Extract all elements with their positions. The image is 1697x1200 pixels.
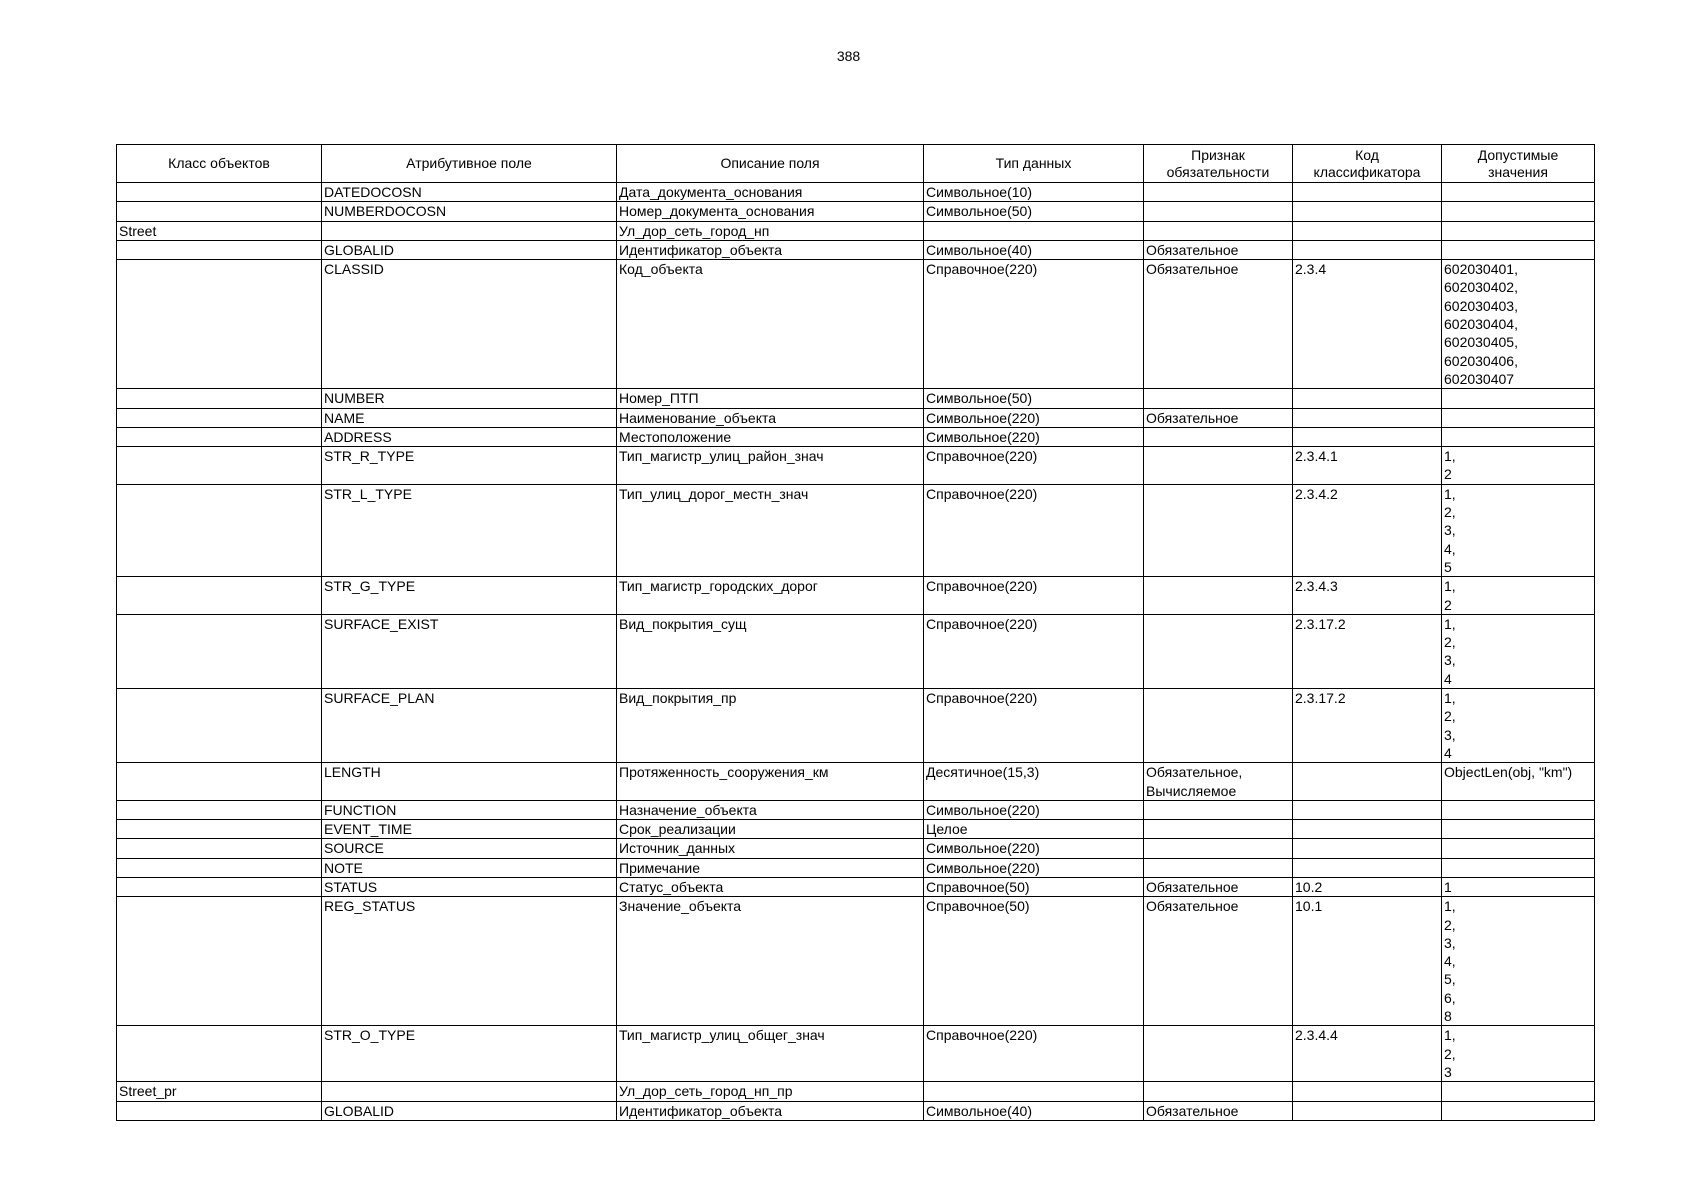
cell-mandatory (1144, 614, 1293, 688)
cell-classifier-code: 2.3.4.2 (1293, 484, 1442, 576)
table-row (117, 221, 1595, 240)
cell-data-type: Справочное(220) (924, 577, 1144, 615)
cell-data-type: Справочное(220) (924, 484, 1144, 576)
cell-field-description: Номер_документа_основания (617, 202, 924, 221)
cell-object-class (117, 820, 322, 839)
cell-attribute-field: LENGTH (322, 763, 617, 801)
cell-allowed-values: 1, 2 (1442, 447, 1595, 485)
cell-object-class: Street_pr (117, 1082, 322, 1101)
cell-allowed-values (1442, 202, 1595, 221)
cell-allowed-values: 1, 2, 3, 4, 5 (1442, 484, 1595, 576)
cell-field-description: Срок_реализации (617, 820, 924, 839)
cell-data-type: Символьное(220) (924, 427, 1144, 446)
cell-field-description: Местоположение (617, 427, 924, 446)
cell-attribute-field (322, 1082, 617, 1101)
cell-mandatory (1144, 427, 1293, 446)
cell-attribute-field: CLASSID (322, 260, 617, 389)
cell-attribute-field: FUNCTION (322, 800, 617, 819)
cell-data-type: Справочное(220) (924, 260, 1144, 389)
cell-attribute-field: ADDRESS (322, 427, 617, 446)
cell-allowed-values: 602030401, 602030402, 602030403, 602030404, 602030405, 602030406, 602030407 (1442, 260, 1595, 389)
cell-field-description: Значение_объекта (617, 897, 924, 1026)
cell-object-class (117, 800, 322, 819)
cell-field-description: Ул_дор_сеть_город_нп (617, 221, 924, 240)
column-header-object-class: Класс объектов (117, 145, 322, 183)
cell-allowed-values (1442, 1101, 1595, 1120)
cell-data-type: Справочное(220) (924, 1026, 1144, 1082)
table-row (117, 484, 1595, 576)
cell-mandatory (1144, 183, 1293, 202)
cell-mandatory (1144, 689, 1293, 763)
table-row (117, 260, 1595, 389)
cell-field-description: Вид_покрытия_пр (617, 689, 924, 763)
cell-mandatory (1144, 447, 1293, 485)
cell-classifier-code: 10.2 (1293, 877, 1442, 896)
cell-classifier-code (1293, 221, 1442, 240)
cell-attribute-field: NAME (322, 408, 617, 427)
cell-mandatory (1144, 839, 1293, 858)
column-header-field-description: Описание поля (617, 145, 924, 183)
cell-field-description: Тип_магистр_улиц_район_знач (617, 447, 924, 485)
cell-object-class (117, 877, 322, 896)
cell-allowed-values (1442, 389, 1595, 408)
cell-classifier-code: 10.1 (1293, 897, 1442, 1026)
cell-field-description: Дата_документа_основания (617, 183, 924, 202)
cell-object-class (117, 183, 322, 202)
cell-allowed-values: ObjectLen(obj, "km") (1442, 763, 1595, 801)
table-row (117, 183, 1595, 202)
cell-data-type: Справочное(220) (924, 614, 1144, 688)
column-header-data-type: Тип данных (924, 145, 1144, 183)
table-header-row (117, 145, 1595, 183)
cell-object-class (117, 1101, 322, 1120)
cell-field-description: Наименование_объекта (617, 408, 924, 427)
cell-classifier-code (1293, 240, 1442, 259)
cell-field-description: Идентификатор_объекта (617, 1101, 924, 1120)
cell-field-description: Примечание (617, 858, 924, 877)
cell-classifier-code (1293, 389, 1442, 408)
cell-object-class (117, 408, 322, 427)
cell-mandatory: Обязательное (1144, 260, 1293, 389)
cell-attribute-field: SURFACE_PLAN (322, 689, 617, 763)
cell-field-description: Тип_улиц_дорог_местн_знач (617, 484, 924, 576)
table-row (117, 202, 1595, 221)
table-row (117, 800, 1595, 819)
cell-data-type: Символьное(220) (924, 839, 1144, 858)
cell-object-class (117, 389, 322, 408)
cell-attribute-field: SOURCE (322, 839, 617, 858)
cell-allowed-values: 1, 2 (1442, 577, 1595, 615)
table-row (117, 1101, 1595, 1120)
cell-field-description: Источник_данных (617, 839, 924, 858)
cell-attribute-field: GLOBALID (322, 1101, 617, 1120)
cell-classifier-code (1293, 763, 1442, 801)
cell-object-class (117, 839, 322, 858)
cell-allowed-values: 1, 2, 3, 4, 5, 6, 8 (1442, 897, 1595, 1026)
table-row (117, 389, 1595, 408)
cell-data-type: Символьное(220) (924, 858, 1144, 877)
cell-data-type: Символьное(40) (924, 240, 1144, 259)
cell-allowed-values (1442, 183, 1595, 202)
column-header-allowed-values: Допустимые значения (1442, 145, 1595, 183)
cell-object-class (117, 858, 322, 877)
cell-field-description: Назначение_объекта (617, 800, 924, 819)
cell-field-description: Номер_ПТП (617, 389, 924, 408)
cell-allowed-values (1442, 820, 1595, 839)
cell-data-type: Символьное(220) (924, 800, 1144, 819)
cell-mandatory (1144, 221, 1293, 240)
cell-attribute-field: SURFACE_EXIST (322, 614, 617, 688)
cell-attribute-field: NOTE (322, 858, 617, 877)
cell-data-type: Справочное(50) (924, 897, 1144, 1026)
table-row (117, 897, 1595, 1026)
table-row (117, 689, 1595, 763)
cell-classifier-code (1293, 800, 1442, 819)
table-body (117, 183, 1595, 1121)
cell-classifier-code (1293, 427, 1442, 446)
cell-attribute-field: NUMBER (322, 389, 617, 408)
cell-classifier-code (1293, 202, 1442, 221)
cell-allowed-values (1442, 427, 1595, 446)
cell-object-class (117, 202, 322, 221)
cell-classifier-code (1293, 183, 1442, 202)
cell-allowed-values: 1, 2, 3, 4 (1442, 689, 1595, 763)
cell-data-type: Символьное(220) (924, 408, 1144, 427)
cell-attribute-field: STR_R_TYPE (322, 447, 617, 485)
table-row (117, 858, 1595, 877)
table-row (117, 427, 1595, 446)
cell-data-type: Символьное(50) (924, 202, 1144, 221)
cell-data-type: Справочное(220) (924, 447, 1144, 485)
cell-field-description: Идентификатор_объекта (617, 240, 924, 259)
cell-mandatory: Обязательное (1144, 897, 1293, 1026)
table-row (117, 839, 1595, 858)
cell-attribute-field: DATEDOCOSN (322, 183, 617, 202)
cell-object-class (117, 447, 322, 485)
cell-data-type: Целое (924, 820, 1144, 839)
cell-object-class (117, 897, 322, 1026)
table-row (117, 1026, 1595, 1082)
cell-classifier-code: 2.3.17.2 (1293, 689, 1442, 763)
cell-object-class: Street (117, 221, 322, 240)
cell-field-description: Код_объекта (617, 260, 924, 389)
cell-allowed-values (1442, 408, 1595, 427)
cell-data-type (924, 221, 1144, 240)
cell-attribute-field: NUMBERDOCOSN (322, 202, 617, 221)
cell-mandatory: Обязательное (1144, 408, 1293, 427)
cell-attribute-field: STATUS (322, 877, 617, 896)
cell-object-class (117, 427, 322, 446)
cell-attribute-field: REG_STATUS (322, 897, 617, 1026)
cell-data-type: Символьное(40) (924, 1101, 1144, 1120)
cell-field-description: Статус_объекта (617, 877, 924, 896)
cell-data-type: Справочное(220) (924, 689, 1144, 763)
cell-classifier-code: 2.3.4.3 (1293, 577, 1442, 615)
cell-allowed-values (1442, 839, 1595, 858)
cell-data-type: Символьное(50) (924, 389, 1144, 408)
cell-classifier-code (1293, 858, 1442, 877)
cell-field-description: Ул_дор_сеть_город_нп_пр (617, 1082, 924, 1101)
cell-mandatory (1144, 1026, 1293, 1082)
cell-classifier-code: 2.3.4.1 (1293, 447, 1442, 485)
cell-classifier-code (1293, 820, 1442, 839)
column-header-mandatory: Признак обязательности (1144, 145, 1293, 183)
cell-attribute-field (322, 221, 617, 240)
table-row (117, 1082, 1595, 1101)
cell-object-class (117, 763, 322, 801)
cell-mandatory: Обязательное, Вычисляемое (1144, 763, 1293, 801)
cell-mandatory (1144, 389, 1293, 408)
cell-allowed-values: 1, 2, 3 (1442, 1026, 1595, 1082)
cell-data-type (924, 1082, 1144, 1101)
cell-attribute-field: EVENT_TIME (322, 820, 617, 839)
page-number: 388 (836, 48, 861, 64)
cell-allowed-values (1442, 221, 1595, 240)
cell-allowed-values: 1 (1442, 877, 1595, 896)
cell-object-class (117, 1026, 322, 1082)
cell-data-type: Десятичное(15,3) (924, 763, 1144, 801)
cell-field-description: Тип_магистр_городских_дорог (617, 577, 924, 615)
cell-allowed-values (1442, 858, 1595, 877)
cell-classifier-code: 2.3.4 (1293, 260, 1442, 389)
cell-mandatory (1144, 1082, 1293, 1101)
column-header-classifier-code: Код классификатора (1293, 145, 1442, 183)
cell-mandatory (1144, 858, 1293, 877)
cell-allowed-values (1442, 240, 1595, 259)
table-row (117, 877, 1595, 896)
cell-object-class (117, 240, 322, 259)
cell-allowed-values (1442, 1082, 1595, 1101)
cell-mandatory (1144, 202, 1293, 221)
cell-mandatory (1144, 577, 1293, 615)
cell-data-type: Справочное(50) (924, 877, 1144, 896)
table-row (117, 447, 1595, 485)
cell-object-class (117, 484, 322, 576)
cell-data-type: Символьное(10) (924, 183, 1144, 202)
cell-classifier-code (1293, 408, 1442, 427)
cell-allowed-values: 1, 2, 3, 4 (1442, 614, 1595, 688)
cell-classifier-code (1293, 1101, 1442, 1120)
column-header-attribute-field: Атрибутивное поле (322, 145, 617, 183)
cell-mandatory: Обязательное (1144, 877, 1293, 896)
cell-mandatory: Обязательное (1144, 240, 1293, 259)
cell-classifier-code (1293, 1082, 1442, 1101)
cell-attribute-field: STR_G_TYPE (322, 577, 617, 615)
cell-classifier-code: 2.3.4.4 (1293, 1026, 1442, 1082)
cell-field-description: Протяженность_сооружения_км (617, 763, 924, 801)
cell-attribute-field: STR_O_TYPE (322, 1026, 617, 1082)
table-row (117, 614, 1595, 688)
table-row (117, 408, 1595, 427)
table-row (117, 240, 1595, 259)
cell-mandatory (1144, 820, 1293, 839)
cell-mandatory (1144, 484, 1293, 576)
cell-allowed-values (1442, 800, 1595, 819)
cell-attribute-field: STR_L_TYPE (322, 484, 617, 576)
cell-object-class (117, 260, 322, 389)
attributes-table (116, 144, 1595, 1121)
cell-classifier-code (1293, 839, 1442, 858)
table-row (117, 820, 1595, 839)
table-row (117, 763, 1595, 801)
cell-object-class (117, 614, 322, 688)
cell-field-description: Вид_покрытия_сущ (617, 614, 924, 688)
cell-object-class (117, 577, 322, 615)
table-row (117, 577, 1595, 615)
cell-attribute-field: GLOBALID (322, 240, 617, 259)
cell-object-class (117, 689, 322, 763)
cell-classifier-code: 2.3.17.2 (1293, 614, 1442, 688)
cell-mandatory: Обязательное (1144, 1101, 1293, 1120)
cell-field-description: Тип_магистр_улиц_общег_знач (617, 1026, 924, 1082)
cell-mandatory (1144, 800, 1293, 819)
